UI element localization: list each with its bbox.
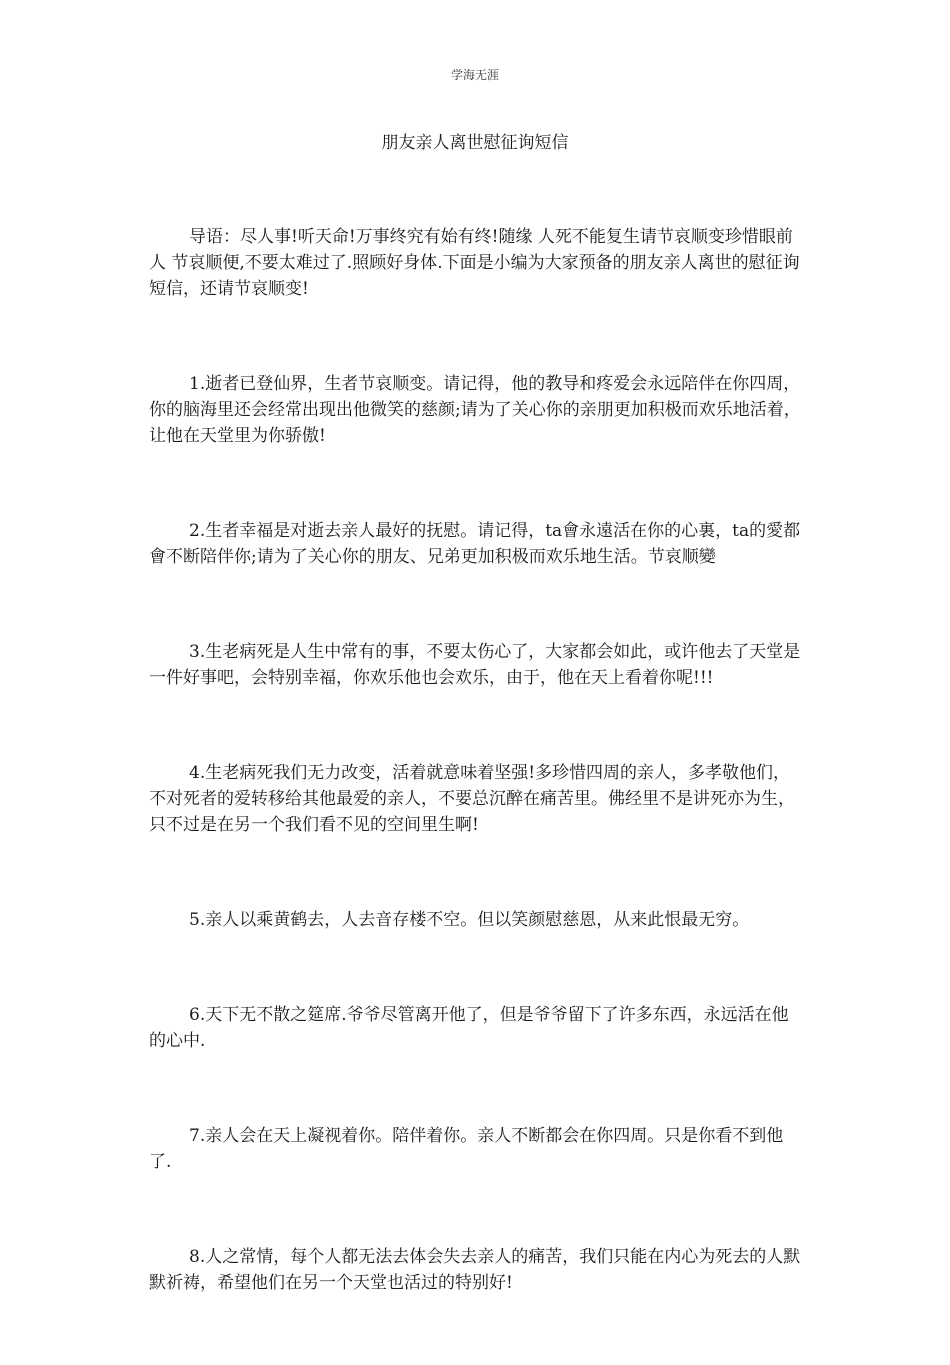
paragraph-5: 5.亲人以乘黄鹤去，人去音存楼不空。但以笑颜慰慈恩，从来此恨最无穷。 bbox=[189, 910, 750, 930]
page-header: 学海无涯 bbox=[450, 68, 499, 82]
paragraph-intro: 导语：尽人事!听天命!万事终究有始有终!随缘 人死不能复生请节哀顺变珍惜眼前人 节哀顺便,不要太难过了.照顾好身体.下面是小编为大家预备的朋友亲人离世的慰征询短信，还请节哀顺变! bbox=[149, 227, 800, 299]
paragraph-8: 8.人之常情，每个人都无法去体会失去亲人的痛苦，我们只能在内心为死去的人默默祈祷，希望他们在另一个天堂也活过的特别好! bbox=[149, 1247, 801, 1293]
document-body bbox=[149, 224, 801, 1365]
paragraph-1: 1.逝者已登仙界，生者节哀顺变。请记得，他的教导和疼爱会永远陪伴在你四周，你的脑海里还会经常出现出他微笑的慈颜;请为了关心你的亲朋更加积极而欢乐地活着，让他在天堂里为你骄傲! bbox=[149, 374, 801, 446]
paragraph-3: 3.生老病死是人生中常有的事，不要太伤心了，大家都会如此，或许他去了天堂是一件好事吧，会特别幸福，你欢乐他也会欢乐，由于，他在天上看着你呢!!! bbox=[149, 642, 801, 688]
paragraph-4: 4.生老病死我们无力改变，活着就意味着坚强!多珍惜四周的亲人，多孝敬他们，不对死者的爱转移给其他最爱的亲人，不要总沉醉在痛苦里。佛经里不是讲死亦为生，只不过是在另一个我们看不见的空间里生啊! bbox=[149, 763, 795, 835]
paragraph-6: 6.天下无不散之筵席.爷爷尽管离开他了，但是爷爷留下了许多东西，永远活在他的心中. bbox=[149, 1005, 789, 1051]
document-title: 朋友亲人离世慰征询短信 bbox=[381, 133, 569, 153]
paragraph-7: 7.亲人会在天上凝视着你。陪伴着你。亲人不断都会在你四周。只是你看不到他了. bbox=[149, 1126, 784, 1172]
paragraph-2: 2.生者幸福是对逝去亲人最好的抚慰。请记得，ta會永遠活在你的心裏，ta的愛都會不断陪伴你;请为了关心你的朋友、兄弟更加积极而欢乐地生活。节哀顺變 bbox=[149, 521, 801, 567]
